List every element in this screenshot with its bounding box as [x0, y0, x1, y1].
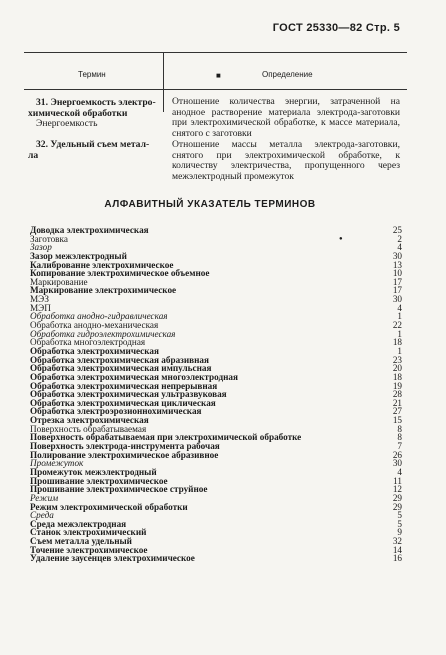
index-entry-number: 15: [392, 415, 402, 426]
index-entry-number: 5: [397, 510, 402, 521]
index-entry-term: Режим: [30, 492, 59, 503]
index-entry-term: Обработка электрохимическая непрерывная: [30, 380, 218, 391]
index-entry-term: Обработка электрохимическая абразивная: [30, 354, 209, 365]
index-entry-number: 1: [397, 311, 402, 322]
definition-32: Отношение массы металла электрода-заготовки, снятого при электрохимической обработке, к количеству электричества, пропущенного через межэлектродный промежуток: [172, 139, 400, 182]
index-entry-term: Поверхность обрабатываемая при электрохимической обработке: [30, 432, 302, 443]
index-entry-number: 7: [397, 441, 402, 452]
definition-31: Отношение количества энергии, затраченной на анодное растворение материала электрода-заготовки при электрохимической обработке, к массе материала, снятого с заготовки: [172, 96, 400, 139]
index-entry-term: Точение электрохимическое: [30, 544, 148, 555]
index-entry-number: 17: [392, 285, 402, 296]
index-entry-term: Режим электрохимической обработки: [30, 501, 188, 512]
index-entry-number: 11: [393, 475, 402, 486]
index-entry-term: Съем металла удельный: [30, 536, 132, 547]
index-entry-number: 19: [392, 380, 402, 391]
term-32: 32. Удельный съем метал- ла: [28, 139, 150, 161]
index-entry-term: Заготовка: [30, 233, 68, 244]
column-header-term: Термин: [78, 70, 106, 79]
index-entry-number: 18: [392, 337, 402, 348]
table-top-rule: [24, 52, 407, 53]
index-entry-term: Обработка электрохимическая импульсная: [30, 363, 212, 374]
index-entry-term: Среда межэлектродная: [30, 518, 127, 529]
index-entry: [30, 235, 402, 244]
index-entry-number: 22: [392, 320, 402, 331]
index-entry-number: 30: [392, 294, 402, 305]
scan-dot: ●: [339, 236, 343, 242]
index-entry-number: 4: [397, 242, 402, 253]
index-entry: [30, 554, 402, 563]
index-entry: [30, 226, 402, 235]
index-entry-term: Обработка электрохимическая: [30, 345, 159, 356]
table-column-divider: [163, 52, 164, 112]
index-entry-term: Зазор межэлектродный: [30, 250, 127, 261]
index-entry-number: 32: [392, 536, 402, 547]
index-entry-term: Обработка анодно-механическая: [30, 320, 159, 331]
index-entry-number: 9: [397, 527, 402, 538]
index-entry-term: Обработка электрохимическая ультразвуковая: [30, 389, 227, 400]
index-entry-term: Промежуток: [30, 458, 84, 469]
index-entry-number: 14: [392, 544, 402, 555]
index-entry-term: Копирование электрохимическое объемное: [30, 268, 210, 279]
index-entry-term: Маркирование электрохимическое: [30, 285, 177, 296]
index-entry-number: 18: [392, 371, 402, 382]
index-entry-term: Поверхность электрода-инструмента рабочая: [30, 441, 220, 452]
index-entry-number: 1: [397, 345, 402, 356]
index-entry-number: 25: [392, 225, 402, 235]
index-entry-number: 5: [397, 518, 402, 529]
index-entry-number: 23: [392, 354, 402, 365]
index-entry-term: Обработка многоэлектродная: [30, 337, 146, 348]
index-entry-term: Полирование электрохимическое абразивное: [30, 449, 219, 460]
index-entry-term: Обработка анодно-гидравлическая: [30, 311, 168, 322]
index-entry-term: Обработка гидроэлектрохимическая: [30, 328, 176, 339]
index-entry-term: Промежуток межэлектродный: [30, 466, 157, 477]
index-entry-term: МЭЗ: [30, 294, 49, 305]
index-entry-number: 16: [392, 553, 402, 564]
index-entry-number: 1: [397, 328, 402, 339]
alphabetical-index: [30, 226, 402, 563]
index-entry-term: МЭП: [30, 302, 51, 313]
index-entry-term: Среда: [30, 510, 54, 521]
index-entry-term: Прошивание электрохимическое: [30, 475, 168, 486]
index-title: АЛФАВИТНЫЙ УКАЗАТЕЛЬ ТЕРМИНОВ: [104, 199, 316, 210]
index-entry-number: 20: [392, 363, 402, 374]
index-entry: [30, 286, 402, 295]
index-entry: [30, 503, 402, 512]
index-entry-term: Удаление заусенцев электрохимическое: [30, 553, 195, 564]
term-31: 31. Энергоемкость электро- химической обработки Энергоемкость: [28, 97, 156, 130]
index-entry-number: 27: [392, 406, 402, 417]
index-entry: [30, 295, 402, 304]
index-entry: [30, 451, 402, 460]
index-entry-term: Маркирование: [30, 276, 88, 287]
index-entry-term: Обработка электроэрозионнохимическая: [30, 406, 202, 417]
index-entry-number: 12: [392, 484, 402, 495]
index-entry-number: 17: [392, 276, 402, 287]
scan-mark: ■: [216, 71, 221, 80]
index-entry-number: 21: [392, 397, 402, 408]
index-entry-term: Калиброванне электрохимическое: [30, 259, 174, 270]
index-entry-number: 28: [392, 389, 402, 400]
index-entry-number: 4: [397, 466, 402, 477]
index-entry-number: 26: [392, 449, 402, 460]
column-header-definition: Определение: [262, 70, 313, 79]
index-entry-number: 29: [392, 492, 402, 503]
index-entry-number: 8: [397, 432, 402, 443]
index-entry-number: 13: [392, 259, 402, 270]
index-entry-number: 4: [397, 302, 402, 313]
index-entry-term: Прошивание электрохимическое струйное: [30, 484, 208, 495]
index-entry-term: Отрезка электрохимическая: [30, 415, 149, 426]
index-entry-number: 8: [397, 423, 402, 434]
index-entry-term: Зазор: [30, 242, 52, 253]
index-entry-number: 29: [392, 501, 402, 512]
index-entry: [30, 485, 402, 494]
index-entry-term: Обработка электрохимическая циклическая: [30, 397, 216, 408]
index-entry-term: Обработка электрохимическая многоэлектродная: [30, 371, 238, 382]
index-entry-number: 30: [392, 458, 402, 469]
index-entry-number: 2: [397, 233, 402, 244]
index-entry-number: 30: [392, 250, 402, 261]
index-entry-number: 10: [392, 268, 402, 279]
page-header-standard: ГОСТ 25330—82 Стр. 5: [272, 22, 400, 34]
index-entry-term: Поверхность обрабатываемая: [30, 423, 147, 434]
index-entry-term: Станок электрохимический: [30, 527, 147, 538]
index-entry-term: Доводка электрохимическая: [30, 225, 149, 235]
table-header-rule: [24, 89, 407, 90]
